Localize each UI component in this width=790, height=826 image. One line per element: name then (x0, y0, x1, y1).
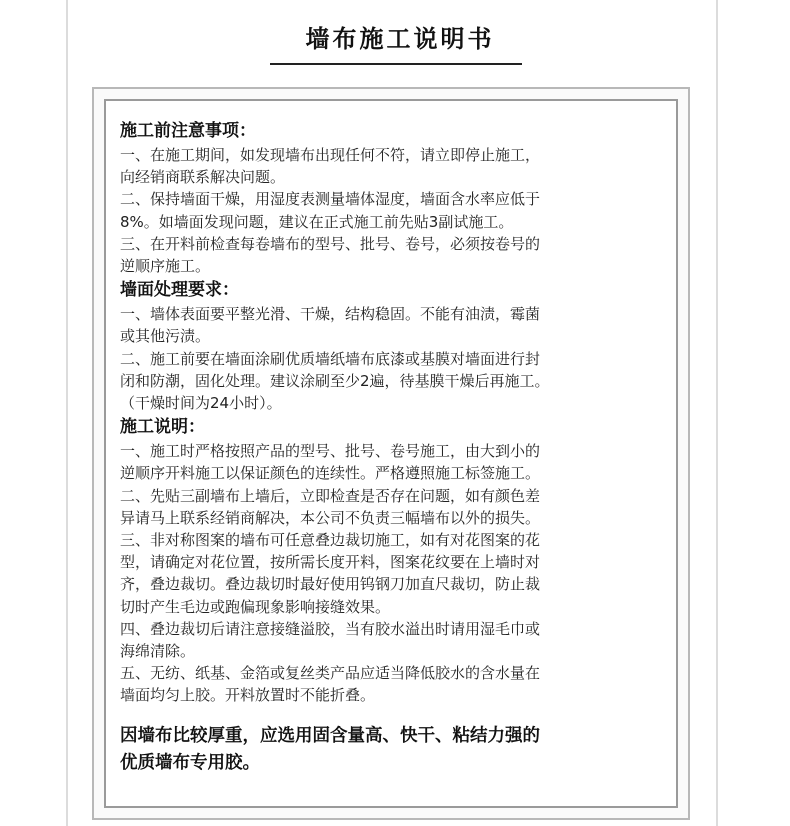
title-block (250, 20, 550, 58)
page-edge-left (66, 0, 68, 826)
instruction-line: 或其他污渍。 (120, 327, 211, 346)
title-underline (270, 63, 522, 65)
instruction-item (120, 440, 665, 484)
instruction-line: 一、墙体表面要平整光滑、干燥，结构稳固。不能有油渍，霉菌 (120, 305, 541, 324)
instruction-item (120, 188, 665, 232)
instruction-line: 二、保持墙面干燥，用湿度表测量墙体湿度，墙面含水率应低于 (120, 190, 541, 209)
instruction-item (120, 348, 665, 415)
instruction-line: 二、先贴三副墙布上墙后，立即检查是否存在问题，如有颜色差 (120, 486, 541, 505)
page-edge-right (716, 0, 718, 826)
instruction-item (120, 618, 665, 662)
instruction-line: 逆顺序开料施工以保证颜色的连续性。严格遵照施工标签施工。 (120, 464, 541, 483)
instruction-line: 一、施工时严格按照产品的型号、批号、卷号施工，由大到小的 (120, 442, 541, 461)
instruction-line: 一、在施工期间，如发现墙布出现任何不符，请立即停止施工， (120, 146, 541, 164)
closing-line: 优质墙布专用胶。 (120, 752, 260, 773)
instruction-line: （干燥时间为24小时）。 (120, 394, 282, 413)
instruction-line: 逆顺序施工。 (120, 257, 211, 276)
instruction-line: 齐，叠边裁切。叠边裁切时最好使用钨钢刀加直尺裁切，防止裁 (120, 575, 541, 594)
instruction-line: 墙面均匀上胶。开料放置时不能折叠。 (120, 686, 376, 705)
closing-line: 因墙布比较厚重，应选用固含量高、快干、粘结力强的 (120, 725, 540, 746)
instruction-line: 海绵清除。 (120, 642, 196, 661)
instruction-line: 三、非对称图案的墙布可任意叠边裁切施工，如有对花图案的花 (120, 531, 541, 550)
instruction-line: 型，请确定对花位置，按所需长度开料，图案花纹要在上墙时对 (120, 553, 541, 572)
section-heading: 墙面处理要求： (120, 280, 239, 301)
closing-note (120, 723, 665, 777)
instruction-line: 三、在开料前检查每卷墙布的型号、批号、卷号，必须按卷号的 (120, 234, 541, 253)
instruction-line: 四、叠边裁切后请注意接缝溢胶，当有胶水溢出时请用湿毛巾或 (120, 619, 541, 638)
instruction-item (120, 144, 665, 188)
instruction-line: 切时产生毛边或跑偏现象影响接缝效果。 (120, 597, 391, 616)
instruction-line: 二、施工前要在墙面涂刷优质墙纸墙布底漆或基膜对墙面进行封 (120, 349, 541, 368)
section-heading: 施工前注意事项： (120, 121, 256, 141)
instruction-item (120, 233, 665, 277)
instruction-item (120, 529, 665, 618)
instruction-line: 闭和防潮，固化处理。建议涂刷至少2遍，待基膜干燥后再施工。 (120, 371, 550, 390)
instruction-line: 8%。如墙面发现问题，建议在正式施工前先贴3副试施工。 (120, 212, 514, 231)
instruction-item (120, 485, 665, 529)
instruction-item (120, 303, 665, 347)
section-heading: 施工说明： (120, 417, 205, 438)
instruction-item (120, 662, 665, 706)
instruction-line: 向经销商联系解决问题。 (120, 168, 286, 187)
instruction-line: 五、无纺、纸基、金箔或复丝类产品应适当降低胶水的含水量在 (120, 664, 541, 683)
instruction-line: 异请马上联系经销商解决，本公司不负责三幅墙布以外的损失。 (120, 508, 541, 527)
instructions-body (120, 118, 665, 777)
page-title: 墙布施工说明书 (305, 24, 495, 53)
